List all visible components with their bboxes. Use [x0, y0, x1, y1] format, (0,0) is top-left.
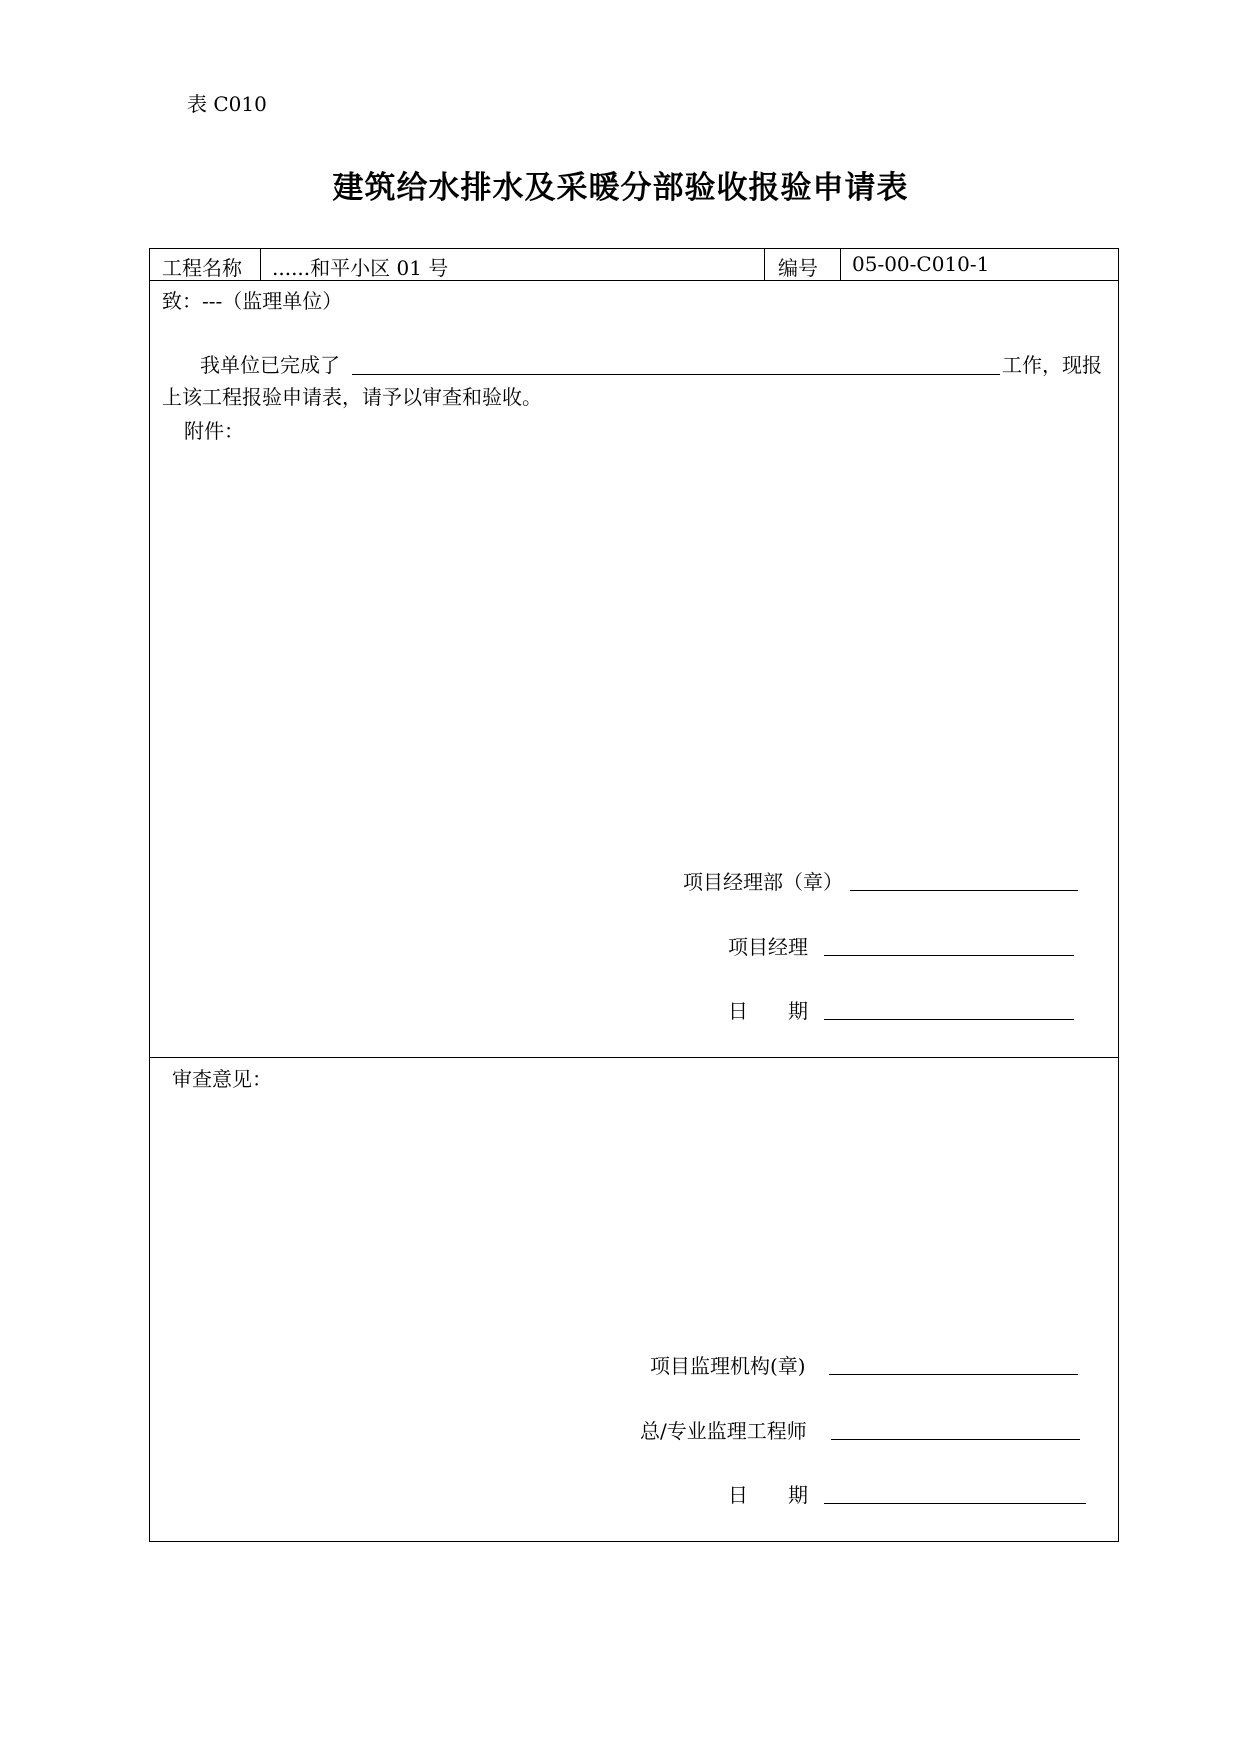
- application-date-field[interactable]: [824, 1019, 1074, 1020]
- form-code: 表 C010: [187, 92, 267, 116]
- completed-work-prefix: 我单位已完成了: [200, 353, 340, 377]
- completed-work-suffix: 工作，现报: [1002, 353, 1102, 377]
- header-col-divider: [764, 249, 765, 280]
- section-divider: [150, 1057, 1118, 1058]
- project-dept-seal-field[interactable]: [850, 890, 1078, 891]
- supervising-engineer-label: 总/专业监理工程师: [640, 1419, 807, 1443]
- project-dept-seal-label: 项目经理部（章）: [683, 870, 843, 894]
- application-date-label: 日 期: [728, 999, 808, 1023]
- header-col-divider: [840, 249, 841, 280]
- review-date-label: 日 期: [728, 1483, 808, 1507]
- supervision-org-seal-label: 项目监理机构(章): [650, 1354, 806, 1378]
- addressee: 致：---（监理单位）: [162, 289, 343, 313]
- supervision-org-seal-field[interactable]: [829, 1374, 1078, 1375]
- review-date-field[interactable]: [824, 1503, 1086, 1504]
- project-name-value[interactable]: ......和平小区 01 号: [272, 256, 449, 280]
- number-label: 编号: [778, 256, 818, 280]
- completed-work-field[interactable]: [352, 374, 1000, 375]
- project-name-label: 工程名称: [162, 256, 242, 280]
- project-manager-label: 项目经理: [728, 935, 808, 959]
- header-col-divider: [260, 249, 261, 280]
- page-title: 建筑给水排水及采暖分部验收报验申请表: [332, 170, 909, 206]
- form-table: [149, 248, 1119, 1542]
- review-opinion-label: 审查意见：: [172, 1067, 272, 1091]
- attachment-label: 附件：: [184, 419, 244, 443]
- number-value[interactable]: 05-00-C010-1: [852, 252, 990, 276]
- supervising-engineer-field[interactable]: [831, 1439, 1080, 1440]
- project-manager-field[interactable]: [824, 955, 1074, 956]
- request-sentence: 上该工程报验申请表，请予以审查和验收。: [162, 385, 542, 409]
